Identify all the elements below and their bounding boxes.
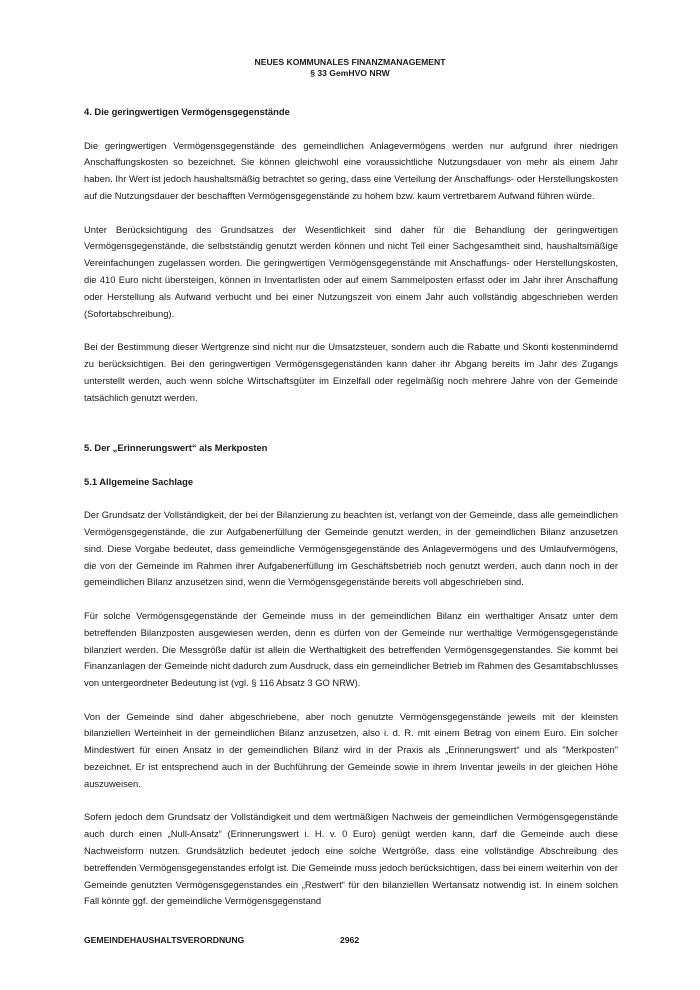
section-4-paragraph-1: Die geringwertigen Vermögensgegenstände des gemeindlichen Anlagevermögens werden nur aufgrund ihrer niedrigen Anschaffungskosten so bezeichnet. Sie können gleichwohl eine voraussichtliche Nutzungsdauer von mehr als einem Jahr haben. Ihr Wert ist jedoch haushaltsmäßig betrachtet so gering, dass eine Verteilung der Anschaffungs- oder Herstellungskosten auf die Nutzungsdauer der beschafften Vermögensgegenstände zu hohem bzw. kaum vertretbarem Aufwand führen würde. bbox=[84, 139, 618, 201]
header-title: NEUES KOMMUNALES FINANZMANAGEMENT bbox=[254, 57, 446, 67]
page-footer bbox=[84, 935, 618, 946]
footer-label: GEMEINDEHAUSHALTSVERORDNUNG bbox=[84, 935, 245, 945]
page-header bbox=[0, 57, 700, 79]
section-5-1-heading: 5.1 Allgemeine Sachlage bbox=[84, 475, 194, 487]
page-number: 2962 bbox=[340, 935, 360, 945]
section-4-heading: 4. Die geringwertigen Vermögensgegenstände bbox=[84, 106, 290, 117]
header-subtitle: § 33 GemHVO NRW bbox=[310, 68, 390, 78]
section-5-paragraph-3: Von der Gemeinde sind daher abgeschriebene, aber noch genutzte Vermögensgegenstände jeweils mit der kleinsten bilanziellen Werteinheit in der gemeindlichen Bilanz anzusetzen, also i. d. R. mit einem Betrag von einem Euro. Ein solcher Mindestwert für einen Ansatz in der gemeindlichen Bilanz wird in der Praxis als „Erinnerungswert“ und als "Merkposten" bezeichnet. Er ist entsprechend auch in der Buchführung der Gemeinde sowie in ihrem Inventar jeweils in der gleichen Höhe auszuweisen. bbox=[84, 710, 618, 789]
section-4-paragraph-3: Bei der Bestimmung dieser Wertgrenze sind nicht nur die Umsatzsteuer, sondern auch die Rabatte und Skonti kostenmindernd zu berücksichtigen. Bei den geringwertigen Vermögensgegenständen kann daher ihr Abgang bereits im Jahr des Zugangs unterstellt werden, auch wenn solche Wirtschaftsgüter im Einzelfall oder regelmäßig noch mehrere Jahre von der Gemeinde tatsächlich genutzt werden. bbox=[84, 341, 618, 403]
section-5-paragraph-4: Sofern jedoch dem Grundsatz der Vollständigkeit und dem wertmäßigen Nachweis der gemeindlichen Vermögensgegenstände auch durch einen „Null-Ansatz“ (Erinnerungswert i. H. v. 0 Euro) genügt werden kann, darf die Gemeinde auch diese Nachweisform nutzen. Grundsätzlich bedeutet jedoch eine solche Wertgröße, dass eine vollständige Abschreibung des betreffenden Vermögensgegenstandes erfolgt ist. Die Gemeinde muss jedoch berücksichtigen, dass bei einem weiterhin von der Gemeinde genutzten Vermögensgegenstandes ein „Restwert“ für den bilanziellen Wertansatz notwendig ist. In einem solchen Fall könnte ggf. der gemeindliche Vermögensgegenstand bbox=[84, 811, 618, 907]
section-5-paragraph-2: Für solche Vermögensgegenstände der Gemeinde muss in der gemeindlichen Bilanz ein werthaltiger Ansatz unter dem betreffenden Bilanzposten ausgewiesen werden, denn es dürfen von der Gemeinde nur werthaltige Vermögensgegenstände bilanziert werden. Die Messgröße dafür ist allein die Werthaltigkeit des betreffenden Vermögensgegenstandes. Sie kommt bei Finanzanlagen der Gemeinde nicht dadurch zum Ausdruck, dass ein gemeindlicher Betrieb im Rahmen des Gesamtabschlusses von untergeordneter Bedeutung ist (vgl. § 116 Absatz 3 GO NRW). bbox=[84, 609, 618, 689]
section-5-paragraph-1: Der Grundsatz der Vollständigkeit, der bei der Bilanzierung zu beachten ist, verlangt von der Gemeinde, dass alle gemeindlichen Vermögensgegenstände, die zur Aufgabenerfüllung der Gemeinde genutzt werden, in der gemeindlichen Bilanz anzusetzen sind. Diese Vorgabe bedeutet, dass gemeindliche Vermögensgegenstände des Anlagevermögens und des Umlaufvermögens, die von der Gemeinde im Rahmen ihrer Aufgabenerfüllung im Geschäftsbetrieb noch genutzt werden, auch dann noch in der gemeindlichen Bilanz anzusetzen sind, wenn die Vermögensgegenstände bereits voll abgeschrieben sind. bbox=[84, 509, 618, 588]
document-body bbox=[84, 104, 618, 910]
section-5-heading: 5. Der „Erinnerungswert“ als Merkposten bbox=[84, 441, 268, 453]
section-4-paragraph-2: Unter Berücksichtigung des Grundsatzes der Wesentlichkeit sind daher für die Behandlung der geringwertigen Vermögensgegenstände, die selbstständig genutzt werden können und nicht Teil einer Sachgesamtheit sind, haushaltsmäßige Vereinfachungen zugelassen worden. Die geringwertigen Vermögensgegenstände mit Anschaffungs- oder Herstellungskosten, die 410 Euro nicht übersteigen, können in Inventarlisten oder auf einem Sammelposten erfasst oder im Jahr ihrer Anschaffung oder Herstellung als Aufwand verbucht und bei einer Nutzungszeit von einem Jahr auch vollständig abgeschrieben werden (Sofortabschreibung). bbox=[84, 223, 618, 319]
